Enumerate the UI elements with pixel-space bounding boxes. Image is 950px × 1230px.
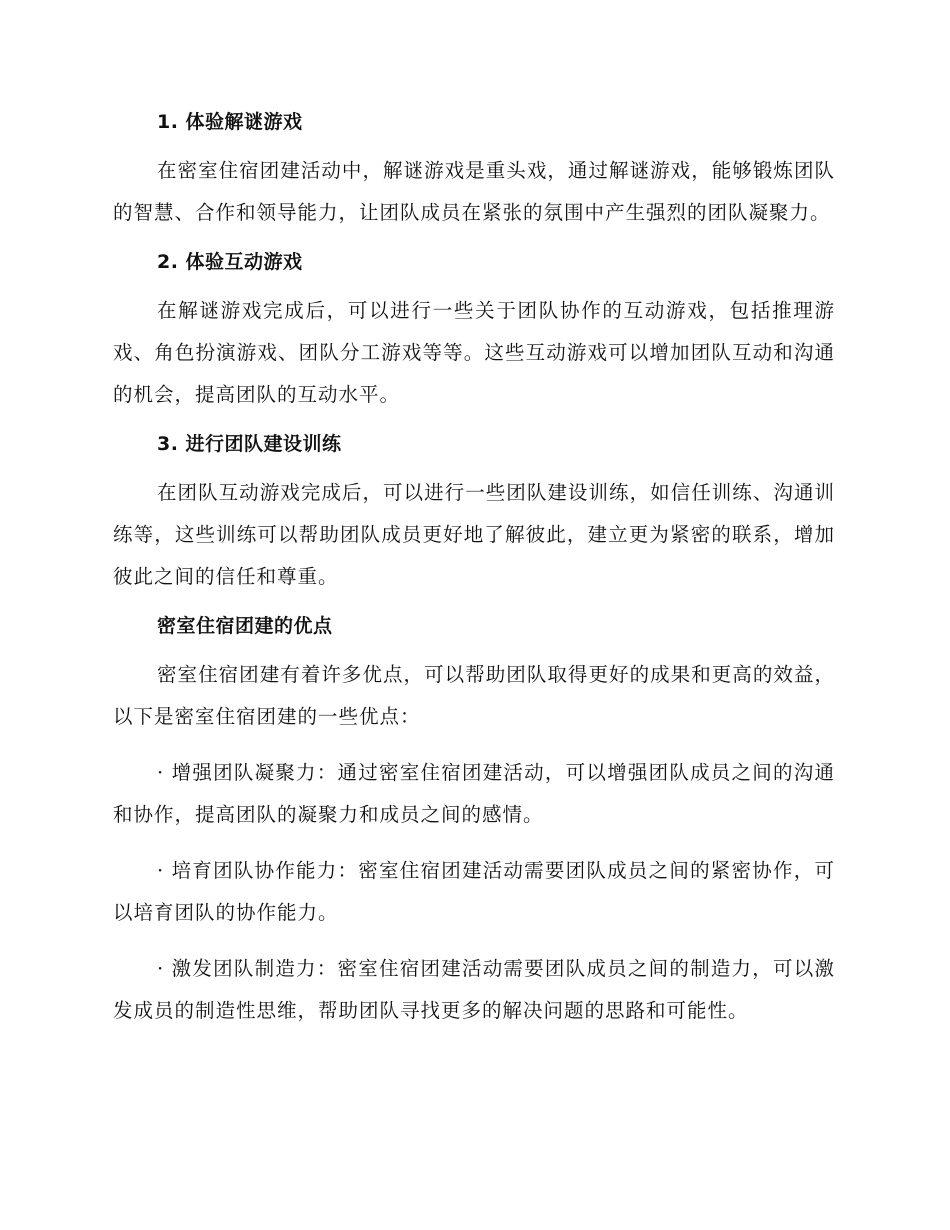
section-3-paragraph: 在团队互动游戏完成后，可以进行一些团队建设训练，如信任训练、沟通训练等，这些训练可以帮助团队成员更好地了解彼此，建立更为紧密的联系，增加彼此之间的信任和尊重。 [113,481,835,588]
section-1-paragraph: 在密室住宿团建活动中，解谜游戏是重头戏，通过解谜游戏，能够锻炼团队的智慧、合作和领导能力，让团队成员在紧张的氛围中产生强烈的团队凝聚力。 [113,159,835,224]
section-2-heading: 2. 体验互动游戏 [157,251,303,273]
advantages-heading: 密室住宿团建的优点 [157,615,333,637]
section-2-paragraph: 在解谜游戏完成后，可以进行一些关于团队协作的互动游戏，包括推理游戏、角色扮演游戏、团队分工游戏等等。这些互动游戏可以增加团队互动和沟通的机会，提高团队的互动水平。 [113,299,835,406]
document-page [113,108,835,1046]
section-1-heading: 1. 体验解谜游戏 [157,111,303,133]
advantage-item-creativity: · 激发团队制造力：密室住宿团建活动需要团队成员之间的制造力，可以激发成员的制造性思维，帮助团队寻找更多的解决问题的思路和可能性。 [113,957,835,1022]
section-3-heading: 3. 进行团队建设训练 [157,433,342,455]
advantage-item-cohesion: · 增强团队凝聚力：通过密室住宿团建活动，可以增强团队成员之间的沟通和协作，提高团队的凝聚力和成员之间的感情。 [113,761,835,826]
advantage-item-collaboration: · 培育团队协作能力：密室住宿团建活动需要团队成员之间的紧密协作，可以培育团队的协作能力。 [113,859,835,924]
advantages-intro-paragraph: 密室住宿团建有着许多优点，可以帮助团队取得更好的成果和更高的效益，以下是密室住宿团建的一些优点： [113,663,835,728]
